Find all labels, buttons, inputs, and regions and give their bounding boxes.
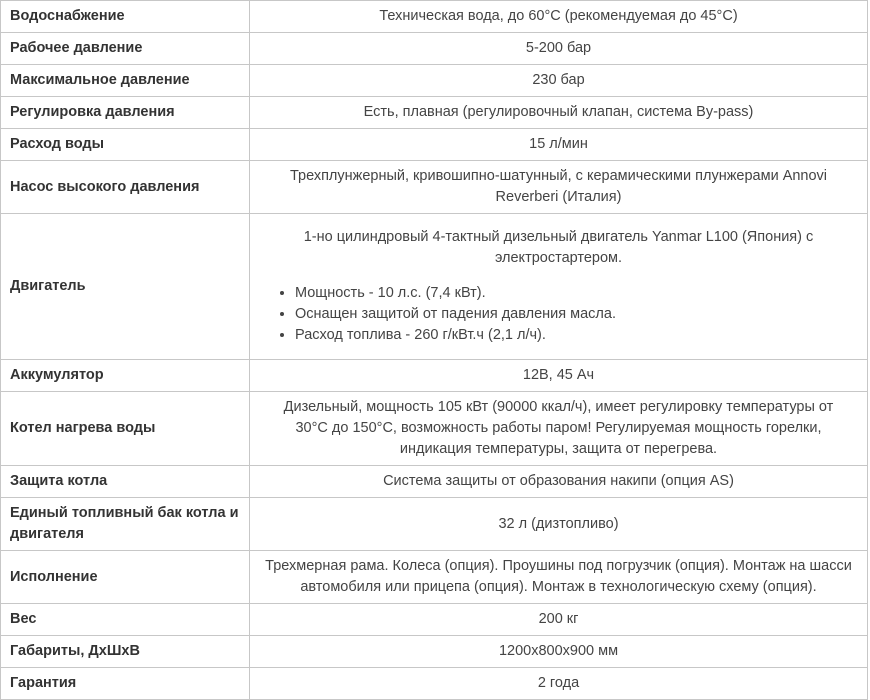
row-value: 230 бар [250, 65, 868, 97]
table-row [1, 668, 868, 700]
row-value: 2 года [250, 668, 868, 700]
table-row [1, 214, 868, 360]
row-label: Защита котла [1, 466, 250, 498]
table-row [1, 551, 868, 604]
row-value: 200 кг [250, 604, 868, 636]
row-value-text: Дизельный, мощность 105 кВт (90000 ккал/ч), имеет регулировку температуры от 30°С до 150°С, возможность работы паром! Регулируемая мощность горелки, индикация температуры, защита от перегрева. [283, 399, 834, 457]
row-label: Единый топливный бак котла и двигателя [1, 498, 250, 551]
row-value: 32 л (дизтопливо) [250, 498, 868, 551]
row-label: Аккумулятор [1, 360, 250, 392]
row-label: Регулировка давления [1, 97, 250, 129]
row-value [250, 392, 868, 466]
table-row [1, 360, 868, 392]
row-label: Насос высокого давления [1, 161, 250, 214]
row-label: Исполнение [1, 551, 250, 604]
row-value: Техническая вода, до 60°С (рекомендуемая до 45°С) [250, 1, 868, 33]
row-value [250, 214, 868, 360]
row-label: Максимальное давление [1, 65, 250, 97]
row-value: 12В, 45 Ач [250, 360, 868, 392]
row-value [250, 161, 868, 214]
table-row [1, 466, 868, 498]
table-row [1, 636, 868, 668]
table-row [1, 604, 868, 636]
row-label: Котел нагрева воды [1, 392, 250, 466]
row-value: Система защиты от образования накипи (опция AS) [250, 466, 868, 498]
table-row [1, 392, 868, 466]
table-row [1, 161, 868, 214]
row-value [250, 551, 868, 604]
table-row [1, 33, 868, 65]
row-label: Вес [1, 604, 250, 636]
list-item: • Мощность - 10 л.с. (7,4 кВт). [295, 283, 858, 304]
table-row [1, 1, 868, 33]
engine-specs-list [259, 283, 858, 346]
row-value: 1200х800х900 мм [250, 636, 868, 668]
table-row [1, 498, 868, 551]
row-label: Рабочее давление [1, 33, 250, 65]
row-value: Есть, плавная (регулировочный клапан, система By-pass) [250, 97, 868, 129]
list-item: • Расход топлива - 260 г/кВт.ч (2,1 л/ч). [295, 325, 858, 346]
row-value: 5-200 бар [250, 33, 868, 65]
table-row [1, 65, 868, 97]
row-label: Гарантия [1, 668, 250, 700]
table-row [1, 97, 868, 129]
row-value-text: Трехплунжерный, кривошипно-шатунный, с керамическими плунжерами Annovi Reverberi (Италия) [289, 168, 828, 205]
table-row [1, 129, 868, 161]
list-item: • Оснащен защитой от падения давления масла. [295, 304, 858, 325]
row-label: Габариты, ДхШхВ [1, 636, 250, 668]
row-value: 15 л/мин [250, 129, 868, 161]
row-label: Расход воды [1, 129, 250, 161]
row-label: Водоснабжение [1, 1, 250, 33]
row-label: Двигатель [1, 214, 250, 360]
engine-description: 1-но цилиндровый 4-тактный дизельный двигатель Yanmar L100 (Япония) с электростартером. [303, 229, 814, 266]
row-value-text: Трехмерная рама. Колеса (опция). Проушины под погрузчик (опция). Монтаж на шасси автомобиля или прицепа (опция). Монтаж в технологическую схему (опция). [265, 558, 852, 595]
